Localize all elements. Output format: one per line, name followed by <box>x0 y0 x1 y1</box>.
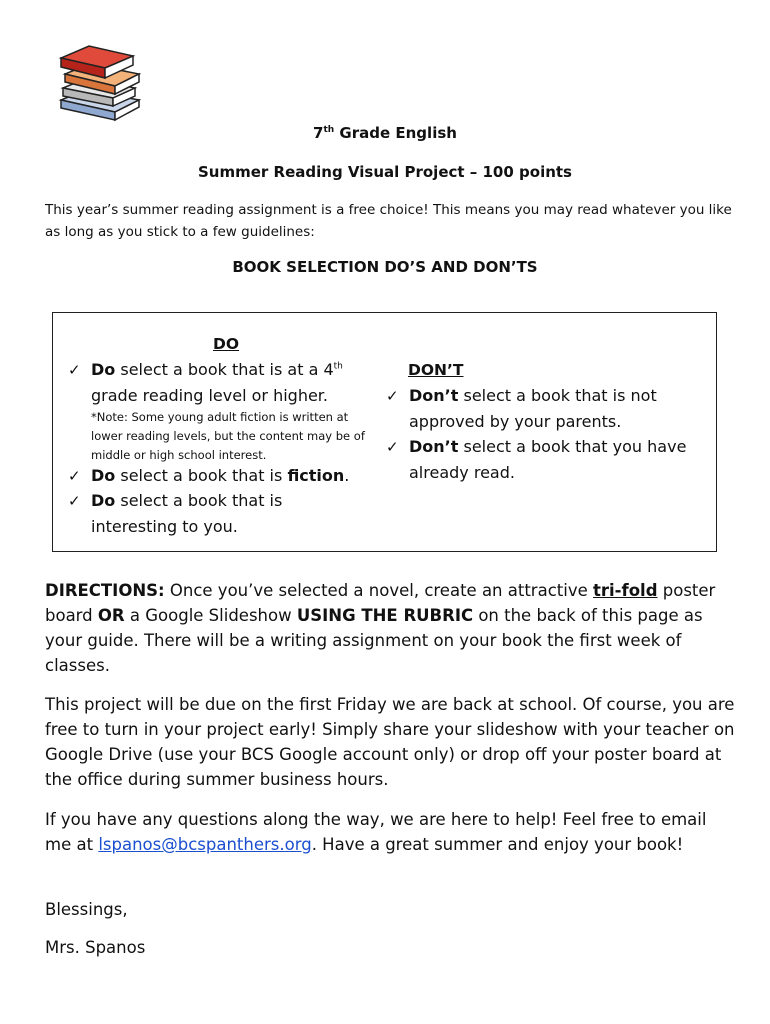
do-item-2: Do select a book that is fiction. <box>91 466 350 485</box>
dont-item-2: Don’t select a book that you have already read. <box>409 437 687 482</box>
questions-paragraph: If you have any questions along the way, we are here to help! Feel free to email me at lspanos@bcspanthers.org. Have a great summer and enjoy your book! <box>45 810 707 854</box>
intro-paragraph: This year’s summer reading assignment is a free choice! This means you may read whatever you like as long as you stick to a few guidelines: <box>45 202 732 240</box>
project-title: Summer Reading Visual Project – 100 points <box>198 163 572 181</box>
do-item-1: Do select a book that is at a 4th grade reading level or higher. <box>91 360 343 405</box>
check-icon: ✓ <box>386 387 399 405</box>
signature: Mrs. Spanos <box>45 938 146 957</box>
dont-item-1: Don’t select a book that is not approved by your parents. <box>409 386 657 431</box>
section-title: BOOK SELECTION DO’S AND DON’TS <box>232 258 538 276</box>
dont-heading: DON’T <box>408 361 464 379</box>
check-icon: ✓ <box>68 492 81 510</box>
check-icon: ✓ <box>386 438 399 456</box>
check-icon: ✓ <box>68 361 81 379</box>
check-icon: ✓ <box>68 467 81 485</box>
course-title: 7th Grade English <box>313 124 457 142</box>
do-heading: DO <box>213 335 240 353</box>
email-link[interactable]: lspanos@bcspanthers.org <box>98 835 312 854</box>
do-item-3: Do select a book that is interesting to you. <box>91 491 283 536</box>
due-date-paragraph: This project will be due on the first Friday we are back at school. Of course, you are free to turn in your project early! Simply share your slideshow with your teacher on Google Drive (use your BCS Google account only) or drop off your poster board at the office during summer business hours. <box>45 695 735 789</box>
do-note: *Note: Some young adult fiction is written at lower reading levels, but the content may be of middle or high school interest. <box>91 410 365 462</box>
directions-paragraph: DIRECTIONS: Once you’ve selected a novel, create an attractive tri-fold poster board OR a Google Slideshow USING THE RUBRIC on the back of this page as your guide. There will be a writing assignment on your book the first week of classes. <box>45 581 716 675</box>
stack-of-books-icon <box>55 40 145 125</box>
dos-donts-box <box>52 312 717 552</box>
closing: Blessings, <box>45 900 128 919</box>
